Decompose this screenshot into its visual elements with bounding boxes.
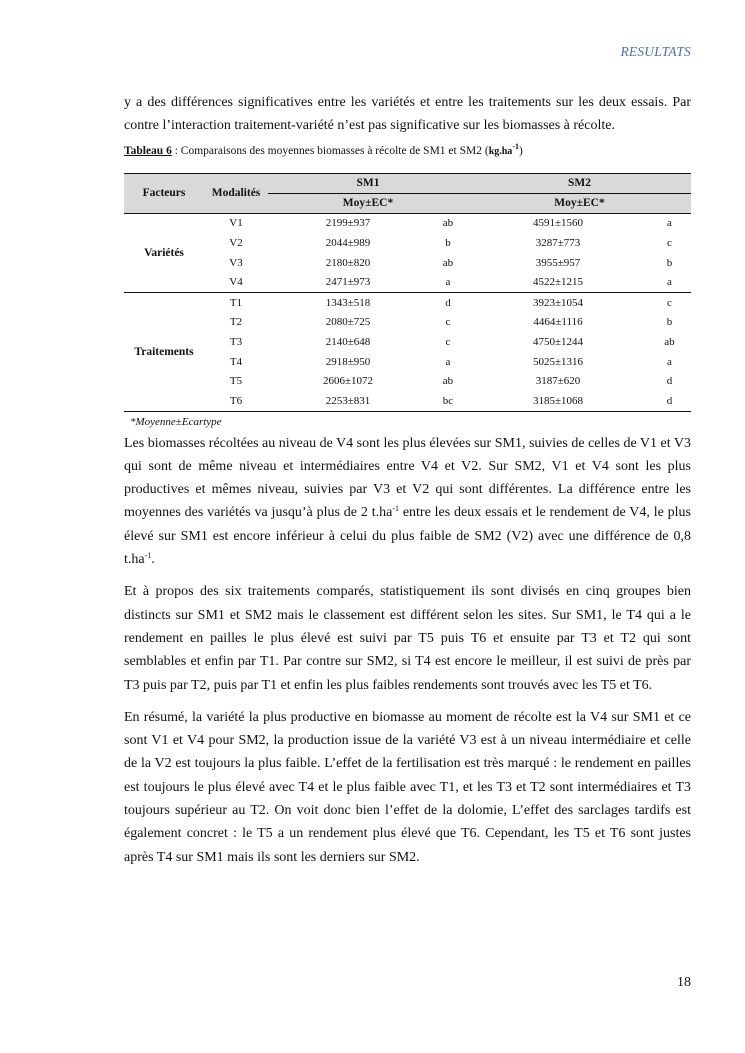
table-caption-label: Tableau 6 <box>124 144 172 157</box>
sm2-group: b <box>666 316 673 329</box>
sm1-group: c <box>445 335 451 348</box>
sm1-group: ab <box>442 256 454 269</box>
section-header: RESULTATS <box>620 44 691 59</box>
modality-cell: T2 <box>229 316 243 329</box>
sm1-value: 2471±973 <box>268 272 428 292</box>
sm1-value: 2140±648 <box>325 335 371 348</box>
sm1-group: bc <box>428 391 468 411</box>
header-sm1: SM1 <box>268 173 468 193</box>
modality-cell: T5 <box>229 375 243 388</box>
biomass-comparison-table <box>124 173 691 412</box>
unit-sup: -1 <box>512 141 519 151</box>
sm1-value: 2044±989 <box>325 236 371 249</box>
paragraph-treatments: Et à propos des six traitements comparés, statistiquement ils sont divisés en cinq groupes bien distincts sur SM1 et SM2 mais le classement est différent selon les sites. Sur SM1, le T4 qui a le rendement en pailles le plus élevé est suivi par T5 puis T6 et ensuite par T3 et T2 qui sont semblables et enfin par T1. Par contre sur SM2, si T4 est encore le meilleur, il est suivi de près par T3 puis par T2, puis par T1 et enfin les plus faibles rendements sont trouvés avec les T5 et T6. <box>124 584 691 693</box>
modality-cell: V1 <box>229 217 243 230</box>
sm1-group: a <box>428 272 468 292</box>
sm1-group: ab <box>442 375 454 388</box>
modality-cell: T3 <box>229 335 243 348</box>
sm2-group: c <box>667 236 672 249</box>
sm2-group: ab <box>664 335 675 348</box>
sm1-value: 1343±518 <box>325 296 371 309</box>
table-row <box>124 371 691 391</box>
sm1-group: d <box>445 296 451 309</box>
table-row <box>124 233 691 253</box>
header-modalites: Modalités <box>204 173 268 213</box>
table-row <box>124 391 691 411</box>
table-row <box>124 253 691 273</box>
sm1-value: 2180±820 <box>325 256 371 269</box>
page-number: 18 <box>677 975 691 990</box>
sm1-value: 2253±831 <box>268 391 428 411</box>
table-row <box>124 332 691 352</box>
sm2-value: 3955±957 <box>535 256 581 269</box>
sm2-value: 3923±1054 <box>532 296 584 309</box>
table-caption <box>124 143 691 160</box>
modality-cell: V4 <box>204 272 268 292</box>
p1-sup-1: -1 <box>392 504 399 514</box>
table-row <box>124 213 691 233</box>
sm1-group: ab <box>442 217 454 230</box>
factor-varietes: Variétés <box>124 213 204 292</box>
header-sm2: SM2 <box>468 173 691 193</box>
header-facteurs: Facteurs <box>124 173 204 213</box>
sm2-value: 4464±1116 <box>533 316 583 329</box>
factor-traitements: Traitements <box>124 292 204 411</box>
sm1-group: c <box>445 316 451 329</box>
sm2-value: 4750±1244 <box>532 335 584 348</box>
p1-text-b: entre les deux essais et le rendement de V4, le plus élevé sur SM1 est encore inférieur à celui du plus faible de SM2 (V2) avec une différence de 0,8 t.ha <box>124 505 691 568</box>
table-row <box>124 292 691 312</box>
unit-text: kg.ha <box>488 145 513 157</box>
table-row <box>124 352 691 372</box>
sm2-group: b <box>666 256 673 269</box>
header-sm1-sub: Moy±EC* <box>268 193 468 213</box>
table-footnote: *Moyenne±Ecartype <box>130 415 222 428</box>
table-caption-text: : Comparaisons des moyennes biomasses à récolte de SM1 et SM2 ( <box>171 144 489 157</box>
sm1-value: 2918±950 <box>325 355 371 368</box>
modality-cell: T6 <box>204 391 268 411</box>
intro-paragraph: y a des différences significatives entre les variétés et entre les traitements sur les deux essais. Par contre l’interaction traitement-variété n’est pas significative sur les biomasses à récolte. <box>124 95 691 134</box>
sm2-value: 3185±1068 <box>468 391 648 411</box>
paragraph-summary: En résumé, la variété la plus productive en biomasse au moment de récolte est la V4 sur SM1 et ce sont V1 et V4 pour SM2, la production issue de la variété V3 est à un niveau intermédiaire et celle de la V2 est toujours la plus faible. L’effet de la fertilisation est très marqué : le rendement en pailles est toujours le plus élevé avec T4 et le plus faible avec T1, et les T3 et T2 sont intermédiaires et T3 toujours supérieur au T2. On voit donc bien l’effet de la dolomie, L’effet des sarclages tardifs est également concret : le T5 a un rendement plus élevé que T6. Cependant, les T5 et T6 sont justes après T4 sur SM1 mais ils sont les derniers sur SM2. <box>124 709 691 865</box>
p1-text-c: . <box>151 552 155 568</box>
modality-cell: T4 <box>229 355 243 368</box>
modality-cell: V3 <box>229 256 243 269</box>
sm1-group: a <box>445 355 451 368</box>
sm1-value: 2080±725 <box>325 316 371 329</box>
modality-cell: T1 <box>229 296 243 309</box>
p1-text-a: Les biomasses récoltées au niveau de V4 sont les plus élevées sur SM1, suivies de celles de V1 et V3 qui sont de même niveau et intermédiaires entre V4 et V2. Sur SM2, V1 et V4 sont les plus productives et mêmes niveau, suivies par V3 et V2 qui sont différentes. La différence entre les moyennes des variétés va jusqu’à plus de 2 t.ha <box>124 435 691 521</box>
sm2-group: d <box>648 391 691 411</box>
page-content <box>124 91 691 869</box>
sm2-group: d <box>666 375 673 388</box>
p1-sup-2: -1 <box>144 551 152 561</box>
sm2-group: a <box>667 217 672 230</box>
sm2-group: c <box>667 296 672 309</box>
sm2-group: a <box>648 272 691 292</box>
sm2-group: a <box>667 355 672 368</box>
table-row <box>124 272 691 292</box>
paragraph-varieties <box>124 432 691 572</box>
sm2-value: 4522±1215 <box>468 272 648 292</box>
caption-end: ) <box>518 144 523 157</box>
table-row <box>124 313 691 333</box>
table-caption-unit <box>488 141 519 157</box>
header-sm2-sub: Moy±EC* <box>468 193 691 213</box>
sm1-group: b <box>445 236 451 249</box>
sm2-value: 5025±1316 <box>532 355 584 368</box>
modality-cell: V2 <box>229 236 243 249</box>
sm1-value: 2606±1072 <box>322 375 374 388</box>
sm2-value: 3187±620 <box>535 375 581 388</box>
sm1-value: 2199±937 <box>325 217 371 230</box>
sm2-value: 3287±773 <box>535 236 581 249</box>
sm2-value: 4591±1560 <box>532 217 584 230</box>
